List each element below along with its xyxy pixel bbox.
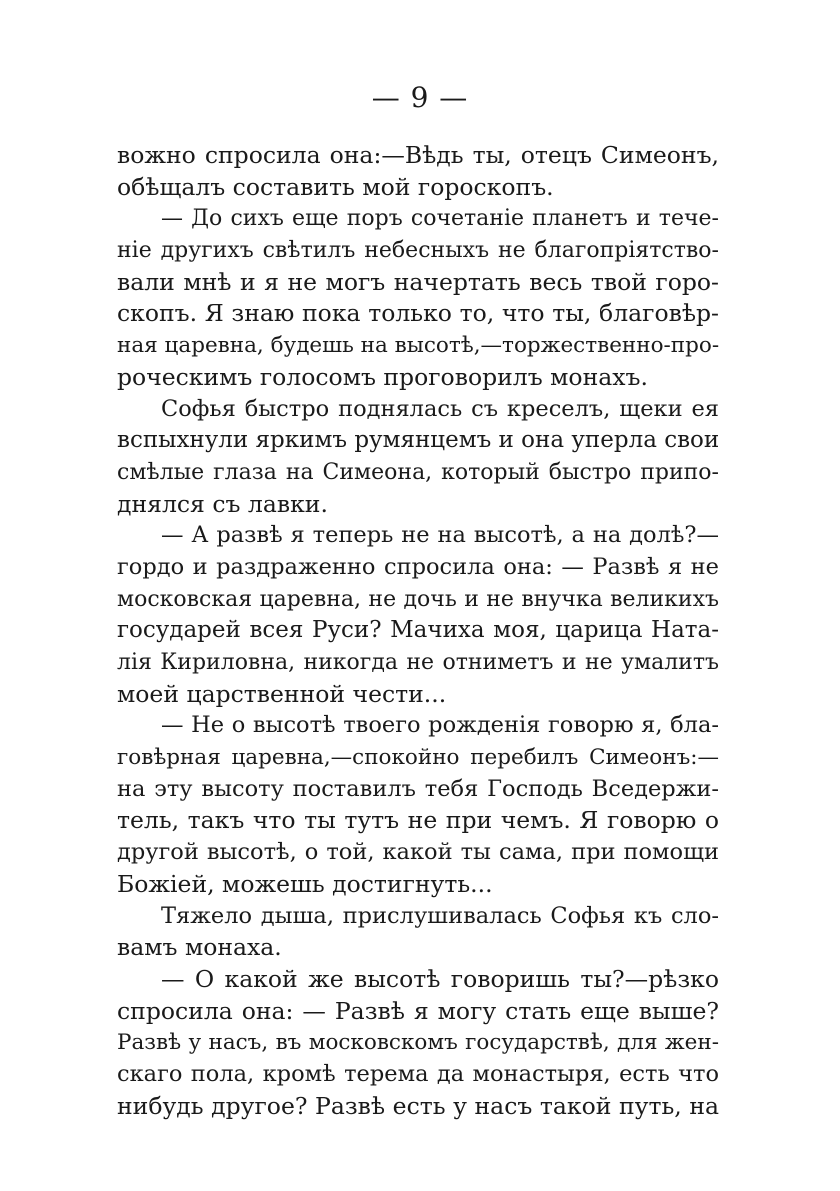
text-line: государей всея Руси? Мачиха моя, царица Ната- xyxy=(117,617,719,644)
text-line: обѣщалъ составить мой гороскопъ. xyxy=(117,172,554,201)
text-line: тель, такъ что ты тутъ не при чемъ. Я говорю о xyxy=(117,806,719,835)
text-line: скаго пола, кромѣ терема да монастыря, есть что xyxy=(117,1060,719,1087)
text-line: нибудь другое? Развѣ есть у насъ такой путь, на xyxy=(117,1091,719,1120)
text-line: Развѣ у насъ, въ московскомъ государствѣ, для жен- xyxy=(117,1030,719,1056)
text-line: скопъ. Я знаю пока только то, что ты, благовѣр- xyxy=(117,299,719,328)
text-line: — О какой же высотѣ говоришь ты?—рѣзко xyxy=(161,964,719,993)
text-line: ніе другихъ свѣтилъ небесныхъ не благопріятство- xyxy=(117,238,719,264)
text-line: Софья быстро поднялась съ креселъ, щеки ея xyxy=(161,395,719,422)
page-text-body xyxy=(117,140,719,1122)
text-line: смѣлые глаза на Симеона, который быстро припо- xyxy=(117,459,719,485)
text-line: — До сихъ еще поръ сочетаніе планетъ и тече- xyxy=(161,206,719,232)
page-number: — 9 — xyxy=(371,81,469,114)
text-line: вспыхнули яркимъ румянцемъ и она уперла свои xyxy=(117,427,720,454)
text-line: роческимъ голосомъ проговорилъ монахъ. xyxy=(117,362,648,391)
text-line: — А развѣ я теперь не на высотѣ, а на долѣ?— xyxy=(161,522,719,549)
text-line: ная царевна, будешь на высотѣ,—торжественно-про- xyxy=(117,333,720,359)
text-line: вамъ монаха. xyxy=(117,933,282,962)
text-line: гордо и раздраженно спросила она: — Развѣ я не xyxy=(117,553,719,580)
text-line: Тяжело дыша, прислушивалась Софья къ сло- xyxy=(161,902,719,929)
text-line: говѣрная царевна,—спокойно перебилъ Симеонъ:— xyxy=(117,745,719,771)
text-line: моей царственной чести... xyxy=(117,679,447,708)
text-line: днялся съ лавки. xyxy=(117,489,328,518)
text-line: другой высотѣ, о той, какой ты сама, при помощи xyxy=(117,839,719,866)
text-line: лія Кириловна, никогда не отниметъ и не умалитъ xyxy=(117,650,719,675)
text-line: вали мнѣ и я не могъ начертать весь твой горо- xyxy=(117,267,719,296)
text-line: — Не о высотѣ твоего рожденія говорю я, бла- xyxy=(161,712,719,739)
text-line: московская царевна, не дочь и не внучка великихъ xyxy=(117,586,719,612)
text-line: на эту высоту поставилъ тебя Господь Вседержи- xyxy=(117,775,719,802)
text-line: вожно спросила она:—Вѣдь ты, отецъ Симеонъ, xyxy=(117,141,719,169)
text-line: спросила она: — Развѣ я могу стать еще выше? xyxy=(117,996,719,1025)
text-line: Божіей, можешь достигнуть... xyxy=(117,869,493,898)
